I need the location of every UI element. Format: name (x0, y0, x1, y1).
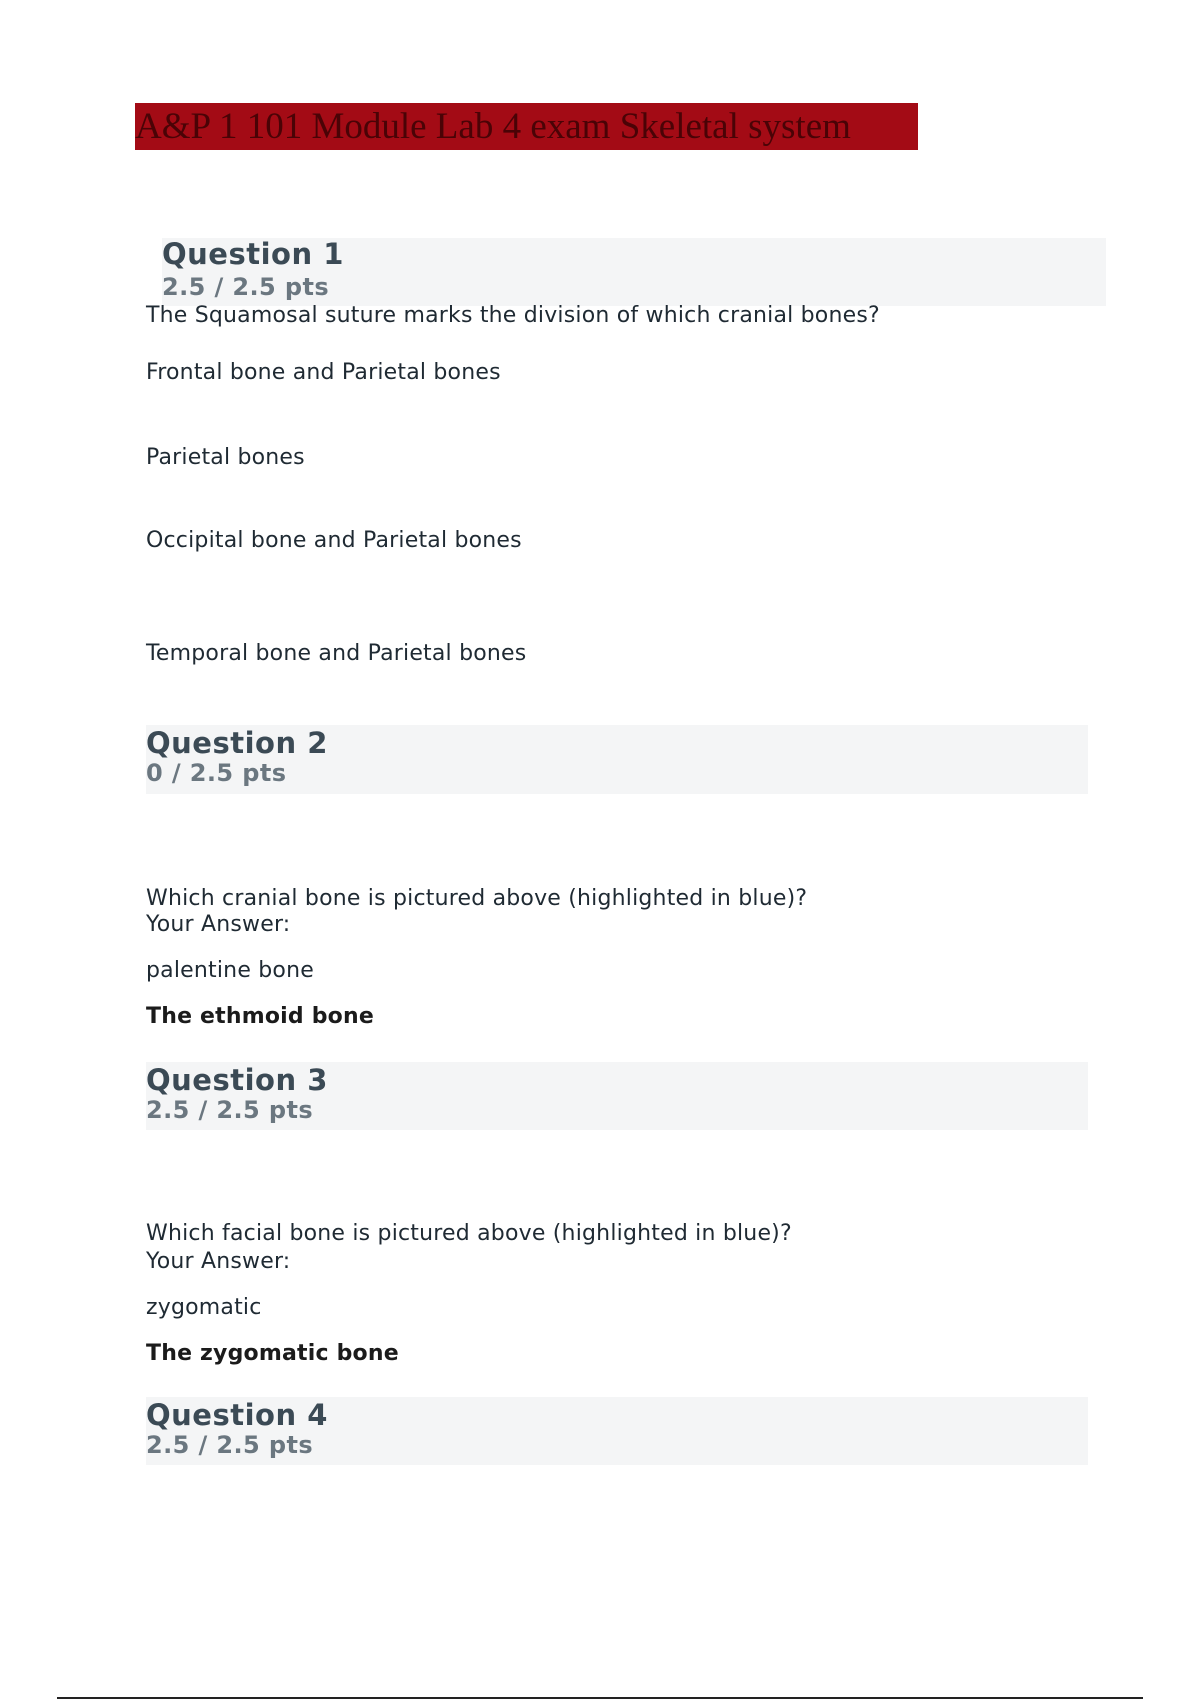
question-2-prompt: Which cranial bone is pictured above (highlighted in blue)? (146, 886, 808, 911)
question-1-option-1[interactable]: Frontal bone and Parietal bones (146, 360, 501, 385)
question-1-header (162, 238, 1106, 306)
question-4-header (146, 1397, 1088, 1465)
question-2-points: 0 / 2.5 pts (146, 759, 287, 787)
question-2-correct-answer: The ethmoid bone (146, 1004, 374, 1029)
question-3-your-answer-label: Your Answer: (146, 1249, 291, 1274)
question-4-title: Question 4 (146, 1398, 328, 1432)
question-1-points: 2.5 / 2.5 pts (162, 273, 330, 301)
question-3-title: Question 3 (146, 1063, 328, 1097)
page-bottom-rule (57, 1697, 1143, 1699)
question-2-your-answer: palentine bone (146, 958, 314, 983)
question-3-correct-answer: The zygomatic bone (146, 1341, 399, 1366)
question-3-header (146, 1062, 1088, 1130)
question-1-option-2[interactable]: Parietal bones (146, 445, 305, 470)
question-1-prompt: The Squamosal suture marks the division of which cranial bones? (146, 303, 880, 328)
question-3-points: 2.5 / 2.5 pts (146, 1096, 314, 1124)
question-1-option-4[interactable]: Temporal bone and Parietal bones (146, 641, 527, 666)
question-1-option-3[interactable]: Occipital bone and Parietal bones (146, 528, 522, 553)
question-3-prompt: Which facial bone is pictured above (highlighted in blue)? (146, 1221, 792, 1246)
question-1-title: Question 1 (162, 237, 344, 271)
document-title: A&P 1 101 Module Lab 4 exam Skeletal system (135, 103, 918, 150)
question-4-points: 2.5 / 2.5 pts (146, 1431, 314, 1459)
question-2-title: Question 2 (146, 726, 328, 760)
question-3-your-answer: zygomatic (146, 1295, 262, 1320)
question-2-header (146, 725, 1088, 794)
question-2-your-answer-label: Your Answer: (146, 912, 291, 937)
